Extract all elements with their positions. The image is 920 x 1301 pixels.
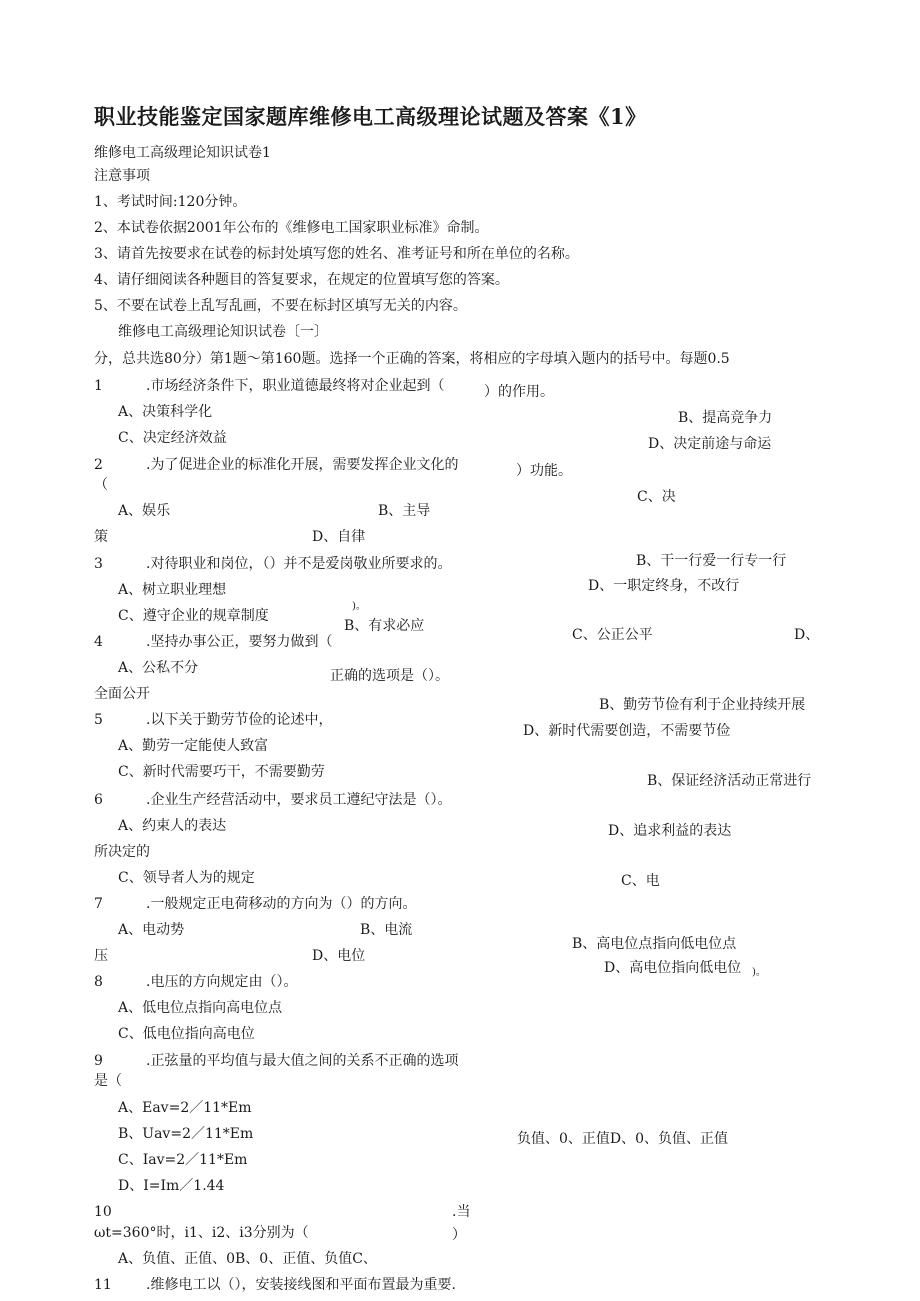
option-d-continued: 全面公开 [94,686,150,702]
option-c: C、遵守企业的规章制度 [118,608,269,624]
question-stem: .对待职业和岗位，（）并不是爱岗敬业所要求的。 [146,556,452,572]
option-b: B、Uav=2／11*Em [118,1126,254,1142]
question-stem: .为了促进企业的标准化开展，需要发挥企业文化的 [146,457,459,473]
option-b: B、有求必应 [344,618,425,634]
option-c: C、低电位指向高电位 [118,1026,255,1042]
question-stem: .正弦量的平均值与最大值之间的关系不正确的选项 [146,1053,459,1069]
option-a: A、娱乐 [118,503,171,519]
option-a: A、约束人的表达 [118,818,227,834]
question-number: 5 [94,712,103,728]
notice-item: 1、考试时间:120分钟。 [94,194,247,210]
option-c: C、决 [637,489,676,505]
option-b: B、高电位点指向低电位点 [572,936,737,952]
option-b: B、干一行爱一行专一行 [636,553,787,569]
question-paren: （ [94,477,108,493]
notice-item: 5、不要在试卷上乱写乱画，不要在标封区填写无关的内容。 [94,298,467,314]
question-number: 10 [94,1204,112,1220]
option-d: D、自律 [312,529,366,545]
option-a: A、Eav=2／11*Em [118,1100,252,1116]
notice-item: 4、请仔细阅读各种题目的答复要求，在规定的位置填写您的答案。 [94,272,509,288]
question-number: 7 [94,896,103,912]
question-stem-continued: 是（ [94,1073,122,1089]
paper-subtitle: 维修电工高级理论知识试卷1 [94,145,271,161]
option-b: B、提高竞争力 [678,410,773,426]
option-d: D、I=Im／1.44 [118,1178,225,1194]
option-b: B、保证经济活动正常进行 [647,773,812,789]
option-b: B、勤劳节俭有利于企业持续开展 [599,697,806,713]
option-d: D、 [794,627,820,643]
question-stem-continued: 正确的选项是（）。 [330,668,449,684]
question-number: 3 [94,556,103,572]
q10-options-right: 负值、0、正值D、0、负值、正值 [517,1131,729,1147]
question-number: 4 [94,634,103,650]
question-number: 11 [94,1277,112,1293]
option-d: D、电位 [312,948,366,964]
notice-item: 2、本试卷依据2001年公布的《维修电工国家职业标准》命制。 [94,220,489,236]
option-c-continued: 压 [94,948,108,964]
question-stem: .市场经济条件下，职业道德最终将对企业起到（ [146,378,445,394]
option-c: C、新时代需要巧干，不需要勤劳 [118,764,325,780]
question-stem: .一般规定正电荷移动的方向为（）的方向。 [146,896,417,912]
question-stem-tail: ） [452,1227,466,1243]
question-stem-continued: ωt=360°时，i1、i2、i3分别为（ [94,1225,309,1241]
option-a: A、勤劳一定能使人致富 [118,738,269,754]
stray-mark: )。 [752,967,766,978]
q10-options-left: A、负值、正值、0B、0、正值、负值C、 [118,1251,377,1267]
option-c: C、公正公平 [572,627,653,643]
option-d: D、决定前途与命运 [648,436,772,452]
option-d: D、一职定终身，不改行 [588,578,740,594]
stray-mark: )。 [352,601,366,612]
question-number: 9 [94,1053,103,1069]
question-stem-tail: ）功能。 [516,463,572,479]
option-d: D、新时代需要创造，不需要节俭 [523,723,731,739]
option-a: A、决策科学化 [118,404,213,420]
question-stem-tail: ）的作用。 [484,384,554,400]
option-c: C、电 [621,873,660,889]
option-d: D、高电位指向低电位 [604,960,742,976]
option-c-continued: 策 [94,529,108,545]
question-number: 1 [94,378,103,394]
option-b: B、电流 [360,922,413,938]
question-stem: .电压的方向规定由（）。 [146,974,298,990]
option-b: B、主导 [378,503,431,519]
option-b-continued: 所决定的 [94,844,150,860]
option-c: C、决定经济效益 [118,430,227,446]
option-a: A、公私不分 [118,660,199,676]
question-stem: .当 [452,1204,471,1220]
question-number: 2 [94,457,103,473]
question-number: 6 [94,792,103,808]
question-stem: .企业生产经营活动中，要求员工遵纪守法是（）。 [146,792,452,808]
option-a: A、电动势 [118,922,185,938]
question-stem: .坚持办事公正，要努力做到（ [146,634,333,650]
question-number: 8 [94,974,103,990]
notice-heading: 注意事项 [94,168,150,184]
section-instruction: 分，总共选80分）第1题～第160题。选择一个正确的答案，将相应的字母填入题内的括号中。每题0.5 [94,351,730,367]
question-stem: .维修电工以（），安装接线图和平面布置最为重要. [146,1277,456,1293]
option-d: D、追求利益的表达 [608,823,732,839]
option-c: C、领导者人为的规定 [118,870,255,886]
option-a: A、树立职业理想 [118,582,227,598]
notice-item: 3、请首先按要求在试卷的标封处填写您的姓名、准考证号和所在单位的名称。 [94,246,579,262]
question-stem: .以下关于勤劳节俭的论述中， [146,712,333,728]
option-a: A、低电位点指向高电位点 [118,1000,283,1016]
document-title: 职业技能鉴定国家题库维修电工高级理论试题及答案《1》 [94,104,647,129]
option-c: C、Iav=2／11*Em [118,1152,248,1168]
section-title: 维修电工高级理论知识试卷〔一〕 [118,324,328,340]
